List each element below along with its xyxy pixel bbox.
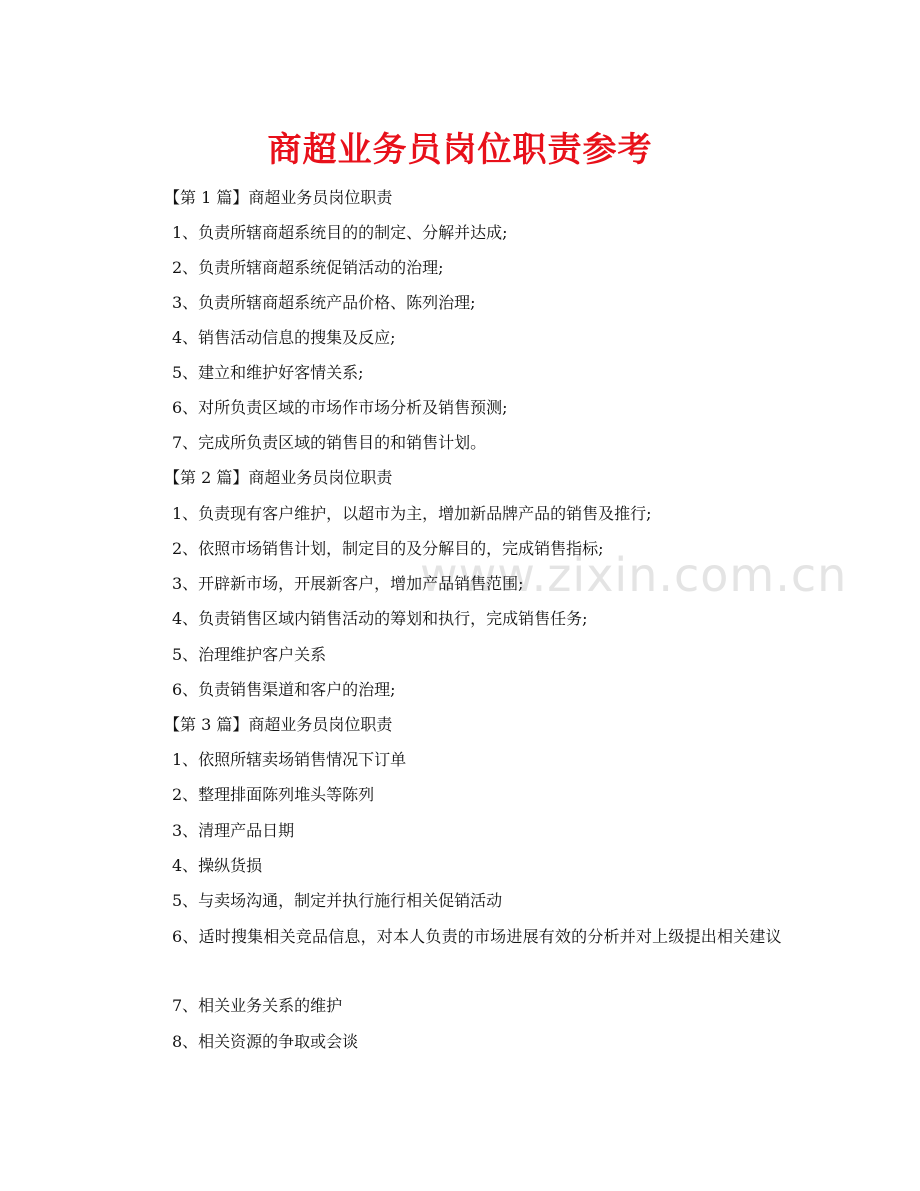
list-item: 7、完成所负责区域的销售目的和销售计划。 — [172, 433, 487, 452]
list-item: 7、相关业务关系的维护 — [172, 996, 343, 1015]
list-item: 6、适时搜集相关竞品信息，对本人负责的市场进展有效的分析并对上级提出相关建议 — [172, 927, 782, 946]
list-item: 3、清理产品日期 — [172, 821, 295, 840]
list-item: 6、对所负责区域的市场作市场分析及销售预测; — [172, 398, 508, 417]
list-item: 8、相关资源的争取或会谈 — [172, 1032, 359, 1051]
list-item: 2、依照市场销售计划，制定目的及分解目的，完成销售指标; — [172, 539, 604, 558]
list-item: 2、整理排面陈列堆头等陈列 — [172, 785, 375, 804]
list-item: 5、治理维护客户关系 — [172, 645, 327, 664]
page-title: 商超业务员岗位职责参考 — [267, 130, 653, 170]
section-heading-3: 【第 3 篇】商超业务员岗位职责 — [164, 715, 393, 734]
watermark: www.zixin.com.cn — [420, 548, 848, 602]
list-item: 4、销售活动信息的搜集及反应; — [172, 328, 396, 347]
list-item: 4、负责销售区域内销售活动的筹划和执行，完成销售任务; — [172, 609, 588, 628]
list-item: 5、建立和维护好客情关系; — [172, 363, 364, 382]
list-item: 5、与卖场沟通，制定并执行施行相关促销活动 — [172, 891, 503, 910]
list-item: 3、开辟新市场，开展新客户，增加产品销售范围; — [172, 574, 524, 593]
list-item: 1、依照所辖卖场销售情况下订单 — [172, 750, 407, 769]
section-heading-1: 【第 1 篇】商超业务员岗位职责 — [164, 188, 393, 207]
list-item: 4、操纵货损 — [172, 856, 263, 875]
section-heading-2: 【第 2 篇】商超业务员岗位职责 — [164, 468, 393, 487]
list-item: 1、负责现有客户维护，以超市为主，增加新品牌产品的销售及推行; — [172, 504, 652, 523]
list-item: 2、负责所辖商超系统促销活动的治理; — [172, 258, 444, 277]
list-item: 3、负责所辖商超系统产品价格、陈列治理; — [172, 293, 476, 312]
list-item: 6、负责销售渠道和客户的治理; — [172, 680, 396, 699]
list-item: 1、负责所辖商超系统目的的制定、分解并达成; — [172, 223, 508, 242]
